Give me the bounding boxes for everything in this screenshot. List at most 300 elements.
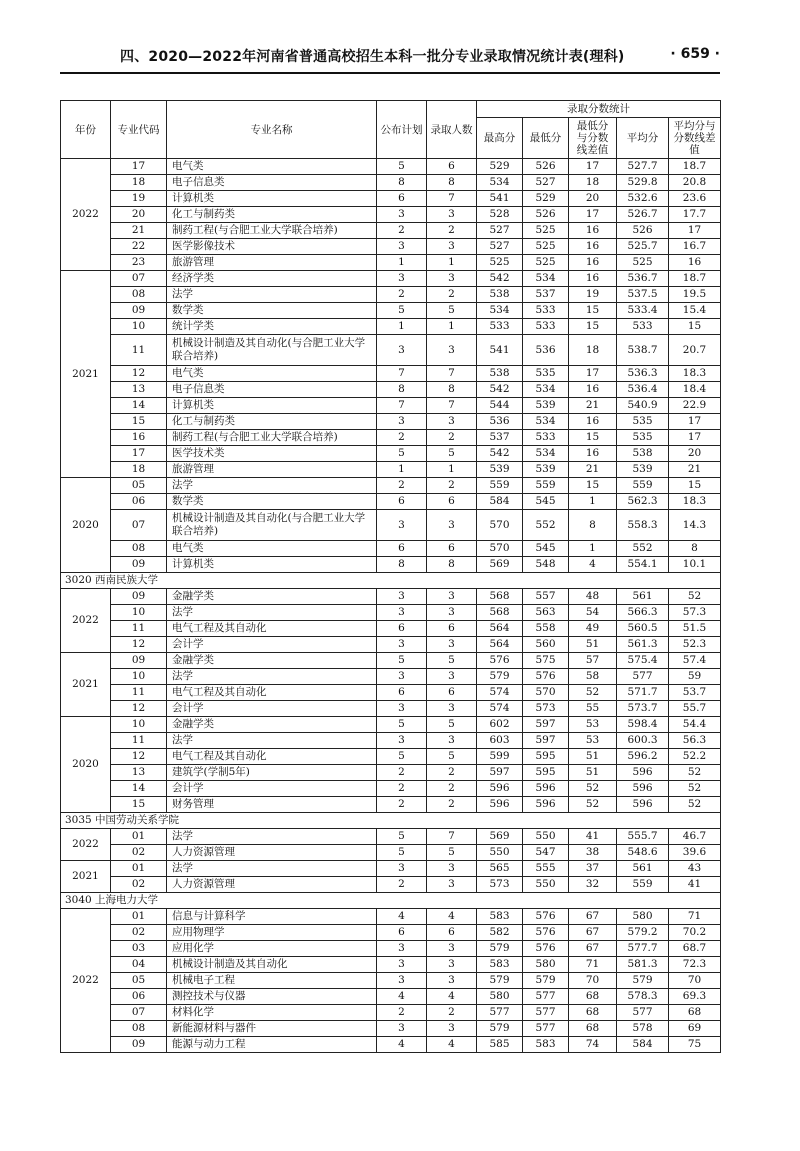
admitted-cell: 3 [427, 701, 477, 717]
min-cell: 552 [523, 510, 569, 541]
plan-cell: 3 [377, 701, 427, 717]
avg-cell: 578 [617, 1021, 669, 1037]
min-diff-cell: 58 [569, 669, 617, 685]
school-row [61, 893, 721, 909]
avg-cell: 559 [617, 478, 669, 494]
table-row [61, 207, 721, 223]
max-cell: 565 [477, 861, 523, 877]
name-cell: 材料化学 [167, 1005, 377, 1021]
avg-diff-cell: 55.7 [669, 701, 721, 717]
page-title: 四、2020—2022年河南省普通高校招生本科一批分专业录取情况统计表(理科) [120, 49, 625, 65]
avg-cell: 581.3 [617, 957, 669, 973]
name-cell: 化工与制药类 [167, 207, 377, 223]
admitted-cell: 2 [427, 1005, 477, 1021]
admitted-cell: 3 [427, 1021, 477, 1037]
code-cell: 21 [111, 223, 167, 239]
admitted-cell: 3 [427, 414, 477, 430]
min-diff-cell: 4 [569, 557, 617, 573]
code-cell: 12 [111, 749, 167, 765]
max-cell: 602 [477, 717, 523, 733]
col-admitted: 录取人数 [427, 101, 477, 159]
name-cell: 建筑学(学制5年) [167, 765, 377, 781]
table-row [61, 605, 721, 621]
plan-cell: 3 [377, 207, 427, 223]
table-row [61, 845, 721, 861]
code-cell: 09 [111, 1037, 167, 1053]
avg-cell: 540.9 [617, 398, 669, 414]
code-cell: 09 [111, 653, 167, 669]
code-cell: 12 [111, 366, 167, 382]
max-cell: 580 [477, 989, 523, 1005]
min-cell: 595 [523, 749, 569, 765]
code-cell: 01 [111, 861, 167, 877]
min-diff-cell: 68 [569, 989, 617, 1005]
min-cell: 529 [523, 191, 569, 207]
table-row [61, 669, 721, 685]
name-cell: 人力资源管理 [167, 845, 377, 861]
avg-diff-cell: 52 [669, 765, 721, 781]
table-body [61, 159, 721, 1053]
min-cell: 596 [523, 797, 569, 813]
max-cell: 542 [477, 446, 523, 462]
min-cell: 576 [523, 941, 569, 957]
name-cell: 应用物理学 [167, 925, 377, 941]
plan-cell: 2 [377, 765, 427, 781]
avg-diff-cell: 21 [669, 462, 721, 478]
table-row [61, 366, 721, 382]
name-cell: 法学 [167, 669, 377, 685]
admitted-cell: 1 [427, 255, 477, 271]
name-cell: 制药工程(与合肥工业大学联合培养) [167, 223, 377, 239]
plan-cell: 3 [377, 973, 427, 989]
min-cell: 534 [523, 382, 569, 398]
avg-cell: 596.2 [617, 749, 669, 765]
code-cell: 11 [111, 621, 167, 637]
admitted-cell: 3 [427, 957, 477, 973]
min-diff-cell: 21 [569, 462, 617, 478]
table-row [61, 494, 721, 510]
min-diff-cell: 16 [569, 446, 617, 462]
min-cell: 576 [523, 925, 569, 941]
col-year: 年份 [61, 101, 111, 159]
code-cell: 06 [111, 494, 167, 510]
code-cell: 10 [111, 319, 167, 335]
min-cell: 580 [523, 957, 569, 973]
max-cell: 569 [477, 829, 523, 845]
admitted-cell: 6 [427, 685, 477, 701]
plan-cell: 3 [377, 637, 427, 653]
code-cell: 18 [111, 462, 167, 478]
avg-diff-cell: 54.4 [669, 717, 721, 733]
max-cell: 536 [477, 414, 523, 430]
admitted-cell: 5 [427, 845, 477, 861]
table-row [61, 701, 721, 717]
min-cell: 596 [523, 781, 569, 797]
name-cell: 化工与制药类 [167, 414, 377, 430]
table-row [61, 398, 721, 414]
min-diff-cell: 49 [569, 621, 617, 637]
avg-cell: 560.5 [617, 621, 669, 637]
admitted-cell: 1 [427, 462, 477, 478]
max-cell: 570 [477, 541, 523, 557]
avg-cell: 596 [617, 781, 669, 797]
code-cell: 15 [111, 797, 167, 813]
min-diff-cell: 15 [569, 319, 617, 335]
avg-cell: 600.3 [617, 733, 669, 749]
min-cell: 557 [523, 589, 569, 605]
min-diff-cell: 52 [569, 685, 617, 701]
avg-cell: 552 [617, 541, 669, 557]
max-cell: 596 [477, 797, 523, 813]
avg-cell: 532.6 [617, 191, 669, 207]
name-cell: 法学 [167, 733, 377, 749]
max-cell: 579 [477, 941, 523, 957]
avg-diff-cell: 15.4 [669, 303, 721, 319]
admitted-cell: 6 [427, 494, 477, 510]
plan-cell: 4 [377, 1037, 427, 1053]
min-cell: 579 [523, 973, 569, 989]
code-cell: 11 [111, 733, 167, 749]
max-cell: 585 [477, 1037, 523, 1053]
table-row [61, 1005, 721, 1021]
max-cell: 576 [477, 653, 523, 669]
plan-cell: 7 [377, 398, 427, 414]
min-diff-cell: 16 [569, 239, 617, 255]
max-cell: 538 [477, 366, 523, 382]
max-cell: 550 [477, 845, 523, 861]
max-cell: 573 [477, 877, 523, 893]
admitted-cell: 5 [427, 749, 477, 765]
code-cell: 13 [111, 382, 167, 398]
year-cell: 2022 [61, 589, 111, 653]
name-cell: 数学类 [167, 494, 377, 510]
name-cell: 电气类 [167, 541, 377, 557]
table-row [61, 797, 721, 813]
avg-cell: 526.7 [617, 207, 669, 223]
year-cell: 2020 [61, 717, 111, 813]
max-cell: 542 [477, 271, 523, 287]
min-cell: 559 [523, 478, 569, 494]
min-cell: 577 [523, 1005, 569, 1021]
avg-cell: 529.8 [617, 175, 669, 191]
table-row [61, 271, 721, 287]
avg-diff-cell: 52 [669, 781, 721, 797]
min-diff-cell: 54 [569, 605, 617, 621]
code-cell: 07 [111, 1005, 167, 1021]
name-cell: 制药工程(与合肥工业大学联合培养) [167, 430, 377, 446]
name-cell: 信息与计算科学 [167, 909, 377, 925]
name-cell: 机械电子工程 [167, 973, 377, 989]
max-cell: 527 [477, 239, 523, 255]
min-cell: 547 [523, 845, 569, 861]
code-cell: 14 [111, 398, 167, 414]
table-row [61, 303, 721, 319]
min-diff-cell: 18 [569, 335, 617, 366]
min-diff-cell: 55 [569, 701, 617, 717]
max-cell: 541 [477, 191, 523, 207]
min-cell: 575 [523, 653, 569, 669]
avg-cell: 559 [617, 877, 669, 893]
max-cell: 597 [477, 765, 523, 781]
avg-diff-cell: 15 [669, 478, 721, 494]
min-cell: 539 [523, 462, 569, 478]
year-cell: 2021 [61, 861, 111, 893]
admitted-cell: 2 [427, 478, 477, 494]
name-cell: 金融学类 [167, 717, 377, 733]
table-row [61, 941, 721, 957]
col-min: 最低分 [523, 118, 569, 159]
min-cell: 534 [523, 271, 569, 287]
school-row [61, 573, 721, 589]
plan-cell: 4 [377, 989, 427, 1005]
plan-cell: 2 [377, 797, 427, 813]
min-diff-cell: 41 [569, 829, 617, 845]
avg-cell: 596 [617, 765, 669, 781]
code-cell: 11 [111, 335, 167, 366]
min-diff-cell: 8 [569, 510, 617, 541]
table-row [61, 973, 721, 989]
min-diff-cell: 38 [569, 845, 617, 861]
avg-diff-cell: 19.5 [669, 287, 721, 303]
page-number: · 659 · [670, 46, 720, 62]
avg-diff-cell: 18.3 [669, 366, 721, 382]
avg-cell: 538 [617, 446, 669, 462]
avg-cell: 575.4 [617, 653, 669, 669]
name-cell: 数学类 [167, 303, 377, 319]
min-cell: 560 [523, 637, 569, 653]
name-cell: 计算机类 [167, 557, 377, 573]
code-cell: 05 [111, 478, 167, 494]
table-row [61, 382, 721, 398]
avg-diff-cell: 68 [669, 1005, 721, 1021]
name-cell: 法学 [167, 605, 377, 621]
name-cell: 经济学类 [167, 271, 377, 287]
table-row [61, 621, 721, 637]
avg-diff-cell: 41 [669, 877, 721, 893]
admitted-cell: 3 [427, 941, 477, 957]
admitted-cell: 2 [427, 781, 477, 797]
admitted-cell: 2 [427, 797, 477, 813]
table-row [61, 957, 721, 973]
admitted-cell: 3 [427, 207, 477, 223]
min-cell: 576 [523, 669, 569, 685]
admitted-cell: 3 [427, 239, 477, 255]
min-cell: 525 [523, 239, 569, 255]
avg-cell: 554.1 [617, 557, 669, 573]
table-row [61, 1037, 721, 1053]
avg-diff-cell: 17.7 [669, 207, 721, 223]
admitted-cell: 8 [427, 382, 477, 398]
year-cell: 2020 [61, 478, 111, 573]
avg-diff-cell: 18.4 [669, 382, 721, 398]
avg-diff-cell: 16.7 [669, 239, 721, 255]
max-cell: 534 [477, 303, 523, 319]
admitted-cell: 5 [427, 653, 477, 669]
table-row [61, 749, 721, 765]
header-rule [60, 72, 720, 74]
avg-diff-cell: 72.3 [669, 957, 721, 973]
avg-diff-cell: 71 [669, 909, 721, 925]
name-cell: 法学 [167, 478, 377, 494]
table-row [61, 765, 721, 781]
max-cell: 529 [477, 159, 523, 175]
max-cell: 533 [477, 319, 523, 335]
min-diff-cell: 16 [569, 414, 617, 430]
avg-diff-cell: 18.7 [669, 159, 721, 175]
avg-cell: 535 [617, 430, 669, 446]
admitted-cell: 3 [427, 877, 477, 893]
max-cell: 583 [477, 957, 523, 973]
code-cell: 15 [111, 414, 167, 430]
table-row [61, 462, 721, 478]
year-cell: 2022 [61, 829, 111, 861]
code-cell: 17 [111, 446, 167, 462]
admitted-cell: 5 [427, 446, 477, 462]
avg-diff-cell: 17 [669, 414, 721, 430]
avg-diff-cell: 52.3 [669, 637, 721, 653]
table-row [61, 191, 721, 207]
admitted-cell: 8 [427, 175, 477, 191]
avg-diff-cell: 56.3 [669, 733, 721, 749]
max-cell: 599 [477, 749, 523, 765]
code-cell: 08 [111, 287, 167, 303]
name-cell: 人力资源管理 [167, 877, 377, 893]
admitted-cell: 5 [427, 717, 477, 733]
name-cell: 法学 [167, 829, 377, 845]
avg-cell: 533 [617, 319, 669, 335]
admitted-cell: 6 [427, 621, 477, 637]
min-cell: 526 [523, 207, 569, 223]
plan-cell: 8 [377, 175, 427, 191]
admitted-cell: 2 [427, 430, 477, 446]
min-diff-cell: 51 [569, 765, 617, 781]
min-cell: 550 [523, 877, 569, 893]
name-cell: 计算机类 [167, 191, 377, 207]
plan-cell: 1 [377, 462, 427, 478]
plan-cell: 5 [377, 845, 427, 861]
avg-cell: 537.5 [617, 287, 669, 303]
page-header [60, 44, 720, 68]
avg-diff-cell: 46.7 [669, 829, 721, 845]
min-diff-cell: 32 [569, 877, 617, 893]
min-cell: 527 [523, 175, 569, 191]
table-row [61, 909, 721, 925]
max-cell: 568 [477, 589, 523, 605]
avg-cell: 577 [617, 1005, 669, 1021]
plan-cell: 6 [377, 621, 427, 637]
avg-cell: 577.7 [617, 941, 669, 957]
avg-diff-cell: 57.4 [669, 653, 721, 669]
col-avg: 平均分 [617, 118, 669, 159]
avg-cell: 573.7 [617, 701, 669, 717]
min-diff-cell: 20 [569, 191, 617, 207]
admitted-cell: 3 [427, 605, 477, 621]
min-diff-cell: 53 [569, 717, 617, 733]
plan-cell: 6 [377, 191, 427, 207]
max-cell: 564 [477, 637, 523, 653]
plan-cell: 6 [377, 925, 427, 941]
min-diff-cell: 17 [569, 207, 617, 223]
avg-diff-cell: 17 [669, 430, 721, 446]
min-cell: 533 [523, 303, 569, 319]
code-cell: 01 [111, 909, 167, 925]
min-cell: 525 [523, 255, 569, 271]
plan-cell: 3 [377, 1021, 427, 1037]
min-cell: 555 [523, 861, 569, 877]
plan-cell: 5 [377, 446, 427, 462]
code-cell: 12 [111, 637, 167, 653]
admitted-cell: 2 [427, 223, 477, 239]
max-cell: 527 [477, 223, 523, 239]
avg-cell: 580 [617, 909, 669, 925]
min-cell: 583 [523, 1037, 569, 1053]
admitted-cell: 2 [427, 765, 477, 781]
table-row [61, 510, 721, 541]
admitted-cell: 7 [427, 366, 477, 382]
plan-cell: 2 [377, 430, 427, 446]
code-cell: 19 [111, 191, 167, 207]
table-row [61, 637, 721, 653]
name-cell: 机械设计制造及其自动化 [167, 957, 377, 973]
code-cell: 10 [111, 669, 167, 685]
name-cell: 电气工程及其自动化 [167, 685, 377, 701]
max-cell: 568 [477, 605, 523, 621]
code-cell: 08 [111, 1021, 167, 1037]
min-diff-cell: 52 [569, 781, 617, 797]
avg-diff-cell: 20 [669, 446, 721, 462]
avg-diff-cell: 68.7 [669, 941, 721, 957]
avg-cell: 561.3 [617, 637, 669, 653]
plan-cell: 2 [377, 478, 427, 494]
min-diff-cell: 1 [569, 541, 617, 557]
min-diff-cell: 15 [569, 478, 617, 494]
plan-cell: 4 [377, 909, 427, 925]
table-row [61, 1021, 721, 1037]
name-cell: 会计学 [167, 637, 377, 653]
plan-cell: 6 [377, 685, 427, 701]
max-cell: 579 [477, 669, 523, 685]
plan-cell: 6 [377, 494, 427, 510]
admitted-cell: 3 [427, 669, 477, 685]
min-diff-cell: 15 [569, 430, 617, 446]
max-cell: 544 [477, 398, 523, 414]
admitted-cell: 3 [427, 733, 477, 749]
avg-diff-cell: 59 [669, 669, 721, 685]
plan-cell: 2 [377, 223, 427, 239]
min-cell: 536 [523, 335, 569, 366]
avg-cell: 536.4 [617, 382, 669, 398]
avg-cell: 538.7 [617, 335, 669, 366]
min-diff-cell: 68 [569, 1021, 617, 1037]
code-cell: 11 [111, 685, 167, 701]
plan-cell: 6 [377, 541, 427, 557]
avg-diff-cell: 17 [669, 223, 721, 239]
table-row [61, 717, 721, 733]
code-cell: 06 [111, 989, 167, 1005]
admitted-cell: 6 [427, 159, 477, 175]
min-diff-cell: 15 [569, 303, 617, 319]
avg-diff-cell: 52 [669, 797, 721, 813]
min-cell: 533 [523, 319, 569, 335]
admitted-cell: 3 [427, 335, 477, 366]
table-row [61, 861, 721, 877]
avg-diff-cell: 22.9 [669, 398, 721, 414]
avg-cell: 535 [617, 414, 669, 430]
admitted-cell: 6 [427, 925, 477, 941]
code-cell: 02 [111, 877, 167, 893]
name-cell: 会计学 [167, 781, 377, 797]
avg-cell: 536.3 [617, 366, 669, 382]
